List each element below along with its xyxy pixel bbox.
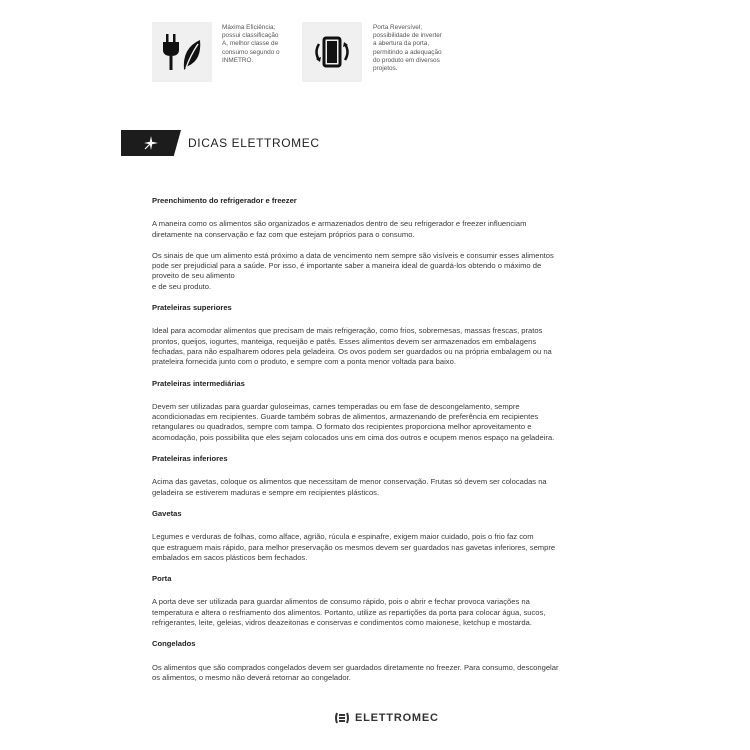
section-paragraph: Legumes e verduras de folhas, como alface, agrião, rúcula e espinafre, exigem maior cuidado, pois o frio faz com que estraguem mais rápido, para melhor preservação os mesmos devem ser guardados nas gavetas inferiores, sempre embalados em sacos plásticos bem fechados.: [152, 532, 556, 562]
tips-banner: [121, 130, 181, 156]
reversible-door-icon-box: [302, 22, 362, 82]
tips-title: DICAS ELETTROMEC: [188, 136, 320, 150]
section-drawers: [152, 509, 598, 563]
section-title: Prateleiras intermediárias: [152, 378, 245, 388]
section-title: Gavetas: [152, 508, 182, 518]
section-door: [152, 574, 598, 628]
section-paragraph: Acima das gavetas, coloque os alimentos que necessitam de menor conservação. Frutas só devem ser colocadas na geladeira se estiverem maduras e sempre em recipientes plásticos.: [152, 477, 547, 497]
elettromec-logo: [334, 710, 439, 726]
section-paragraph: A porta deve ser utilizada para guardar alimentos de consumo rápido, pois o abrir e fechar provoca variações na temperatura e altera o resfriamento dos alimentos. Portanto, utilize as repartições da porta para colocar água, sucos, refrigerantes, leite, geleias, vidros deazeitonas e conservas e condimentos como maionese, ketchup e mostarda.: [152, 597, 546, 628]
efficiency-description: Máxima Eficiência; possui classificação A, melhor classe de consumo segundo o INMETRO.: [222, 24, 280, 64]
sparkle-icon: [143, 135, 159, 151]
section-paragraph: Devem ser utilizadas para guardar guloseimas, carnes temperadas ou em fase de descongelamento, sempre acondicionadas em recipientes. Guarde também sobras de alimentos, armazenando de preferência em recipientes retangulares ou quadrados, sempre com tampa. O formato dos recipientes proporciona melhor aproveitamento e acomodação, pois possibilita que eles sejam colocados uns em cima dos outros e ocupem menos espaço na geladeira.: [152, 401, 555, 442]
reversible-door-description: Porta Reversível; possibilidade de inverter a abertura da porta, permitindo a adequação do produto em diversos projetos.: [373, 24, 442, 73]
section-upper-shelves: [152, 303, 598, 367]
section-lower-shelves: [152, 454, 598, 498]
plug-leaf-icon: [160, 30, 204, 74]
efficiency-icon-box: [152, 22, 212, 82]
section-paragraph: A maneira como os alimentos são organizados e armazenados dentro de seu refrigerador e freezer influenciam diretamente na conservação e faz com que estejam próprios para o consumo.: [152, 219, 527, 239]
section-paragraph: Ideal para acomodar alimentos que precisam de mais refrigeração, como frios, sobremesas, massas frescas, pratos prontos, queijos, iogurtes, manteiga, requeijão e patês. Esses alimentos devem ser armazenados em embalagens fechadas, para não espalharem odores pela geladeira. Os ovos podem ser guardados ou na própria embalagem ou na prateleira fornecida junto com o produto, e sempre com a ponta menor voltada para baixo.: [152, 326, 552, 367]
section-paragraph: Os alimentos que são comprados congelados devem ser guardados diretamente no freezer. Para consumo, descongelar os alimentos, o mesmo não deverá retornar ao congelador.: [152, 662, 559, 682]
section-title: Preenchimento do refrigerador e freezer: [152, 196, 297, 205]
section-title: Porta: [152, 574, 172, 584]
reversible-door-icon: [310, 30, 354, 74]
section-frozen: [152, 639, 598, 683]
section-title: Prateleiras inferiores: [152, 454, 228, 464]
section-title: Congelados: [152, 639, 196, 649]
section-fill: [152, 196, 598, 292]
section-title: Prateleiras superiores: [152, 303, 232, 313]
tips-content: [152, 196, 598, 694]
brand-name: ELETTROMEC: [355, 712, 439, 724]
section-paragraph: Os sinais de que um alimento está próximo a data de vencimento nem sempre são visíveis e consumir esses alimentos pode ser prejudicial para a saúde. Por isso, é importante saber a maneira ideal de guardá-los obtendo o máximo de proveito de seu alimento e de seu produto.: [152, 250, 554, 291]
section-middle-shelves: [152, 379, 598, 443]
elettromec-logo-icon: [334, 710, 350, 726]
